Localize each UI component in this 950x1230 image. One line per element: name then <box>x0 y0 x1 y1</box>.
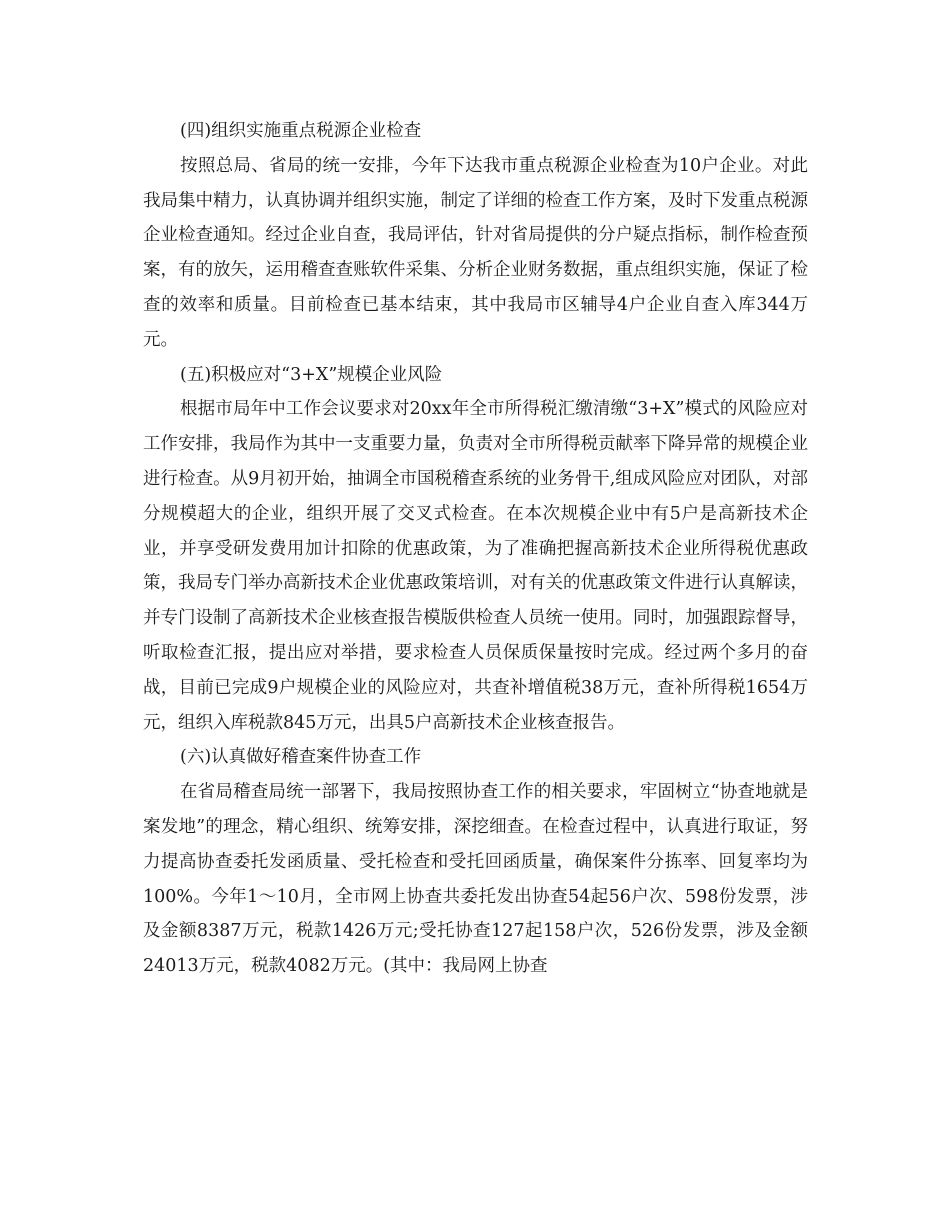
section-heading-4: (四)组织实施重点税源企业检查 <box>180 121 422 141</box>
section-paragraph-6: 在省局稽查局统一部署下，我局按照协查工作的相关要求，牢固树立“协查地就是案发地”的理念，精心组织、统筹安排，深挖细查。在检查过程中，认真进行取证，努力提高协查委托发函质量、受托检查和受托回函质量，确保案件分拣率、回复率均为100%。今年1～10月，全市网上协查共委托发出协查54起56户次、598份发票，涉及金额8387万元，税款1426万元;受托协查127起158户次，526份发票，涉及金额24013万元，税款4082万元。(其中：我局网上协查 <box>143 782 808 977</box>
section-heading-6: (六)认真做好稽查案件协查工作 <box>180 747 422 768</box>
section-paragraph-5: 根据市局年中工作会议要求对20xx年全市所得税汇缴清缴“3+X”模式的风险应对工作安排，我局作为其中一支重要力量，负责对全市所得税贡献率下降异常的规模企业进行检查。从9月初开始，抽调全市国税稽查系统的业务骨干,组成风险应对团队，对部分规模超大的企业，组织开展了交叉式检查。在本次规模企业中有5户是高新技术企业，并享受研发费用加计扣除的优惠政策，为了准确把握高新技术企业所得税优惠政策，我局专门举办高新技术企业优惠政策培训，对有关的优惠政策文件进行认真解读，并专门设制了高新技术企业核查报告模版供检查人员统一使用。同时，加强跟踪督导，听取检查汇报，提出应对举措，要求检查人员保质保量按时完成。经过两个多月的奋战，目前已完成9户规模企业的风险应对，共查补增值税38万元，查补所得税1654万元，组织入库税款845万元，出具5户高新技术企业核查报告。 <box>143 399 808 733</box>
section-heading-5: (五)积极应对“3+X”规模企业风险 <box>180 364 443 385</box>
section-paragraph-4: 按照总局、省局的统一安排，今年下达我市重点税源企业检查为10户企业。对此我局集中精力，认真协调并组织实施，制定了详细的检查工作方案，及时下发重点税源企业检查通知。经过企业自查，我局评估，针对省局提供的分户疑点指标，制作检查预案，有的放矢，运用稽查查账软件采集、分析企业财务数据，重点组织实施，保证了检查的效率和质量。目前检查已基本结束，其中我局市区辅导4户企业自查入库344万元。 <box>143 155 808 350</box>
document-body <box>143 114 808 984</box>
